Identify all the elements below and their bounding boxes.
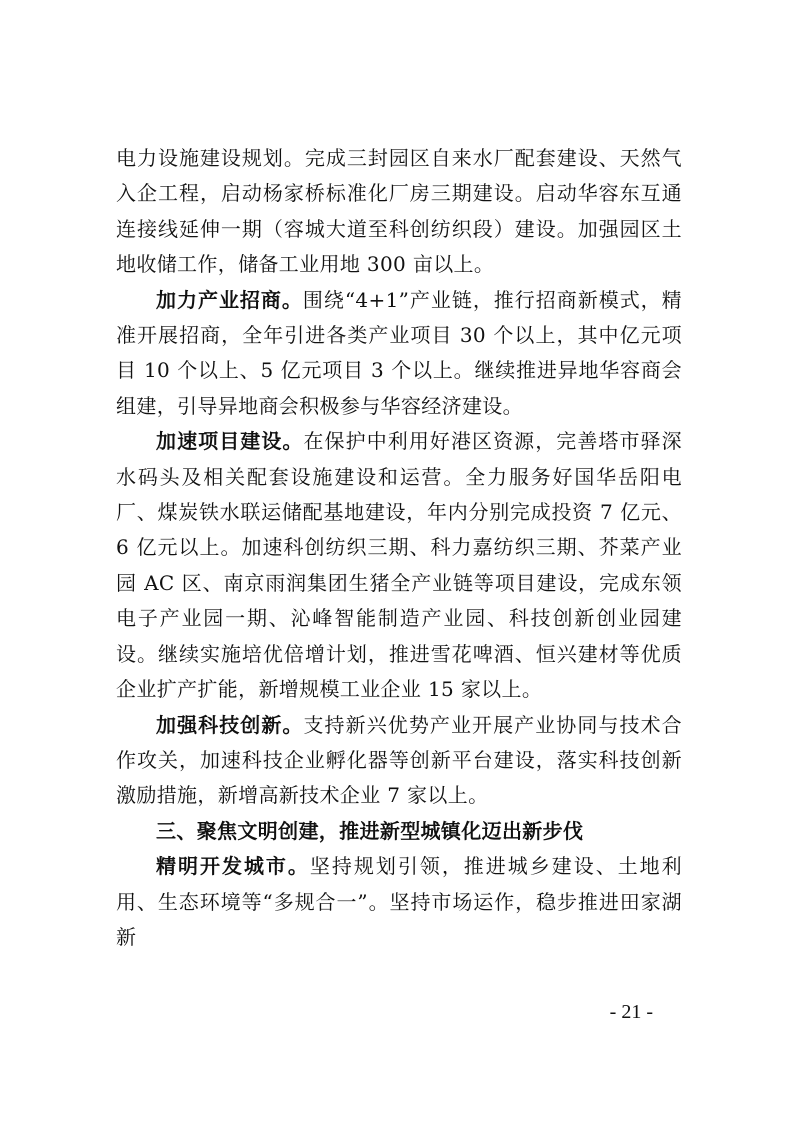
paragraph-lead: 加速项目建设。 (156, 429, 304, 454)
paragraph-text: 电力设施建设规划。完成三封园区自来水厂配套建设、天然气入企工程，启动杨家桥标准化厂房三期建设。启动华容东互通连接线延伸一期（容城大道至科创纺织段）建设。加强园区土地收储工作，储备工业用地 300 亩以上。 (116, 146, 682, 277)
page-number: - 21 - (609, 1001, 653, 1023)
paragraph-investment-attraction (116, 283, 682, 425)
paragraph-lead: 加力产业招商。 (156, 287, 303, 312)
paragraph-lead: 精明开发城市。 (156, 854, 310, 879)
paragraph-project-construction (116, 424, 682, 707)
paragraph-text: 坚持规划引领，推进城乡建设、土地利用、生态环境等“多规合一”。坚持市场运作，稳步推进田家湖新 (116, 854, 683, 949)
paragraph-text: 在保护中利用好港区资源，完善塔市驿深水码头及相关配套设施建设和运营。全力服务好国华岳阳电厂、煤炭铁水联运储配基地建设，年内分别完成投资 7 亿元、6 亿元以上。加速科创纺织三期、科力嘉纺织三期、芥菜产业园 AC 区、南京雨润集团生猪全产业链等项目建设，完成东领电子产业园一期、沁峰智能制造产业园、科技创新创业园建设。继续实施培优倍增计划，推进雪花啤酒、恒兴建材等优质企业扩产扩能，新增规模工业企业 15 家以上。 (116, 429, 682, 702)
paragraph-text: 围绕“4+1”产业链，推行招商新模式，精准开展招商，全年引进各类产业项目 30 个以上，其中亿元项目 10 个以上、5 亿元项目 3 个以上。继续推进异地华容商会组建，引导异地商会积极参与华容经济建设。 (116, 287, 683, 418)
paragraph-tech-innovation (116, 708, 682, 814)
paragraph-infrastructure (116, 141, 682, 283)
paragraph-city-development (116, 849, 682, 955)
section-heading: 三、聚焦文明创建，推进新型城镇化迈出新步伐 (156, 818, 584, 843)
document-body (116, 141, 682, 955)
paragraph-lead: 加强科技创新。 (156, 712, 304, 737)
paragraph-text: 支持新兴优势产业开展产业协同与技术合作攻关，加速科技企业孵化器等创新平台建设，落实科技创新激励措施，新增高新技术企业 7 家以上。 (116, 712, 682, 808)
